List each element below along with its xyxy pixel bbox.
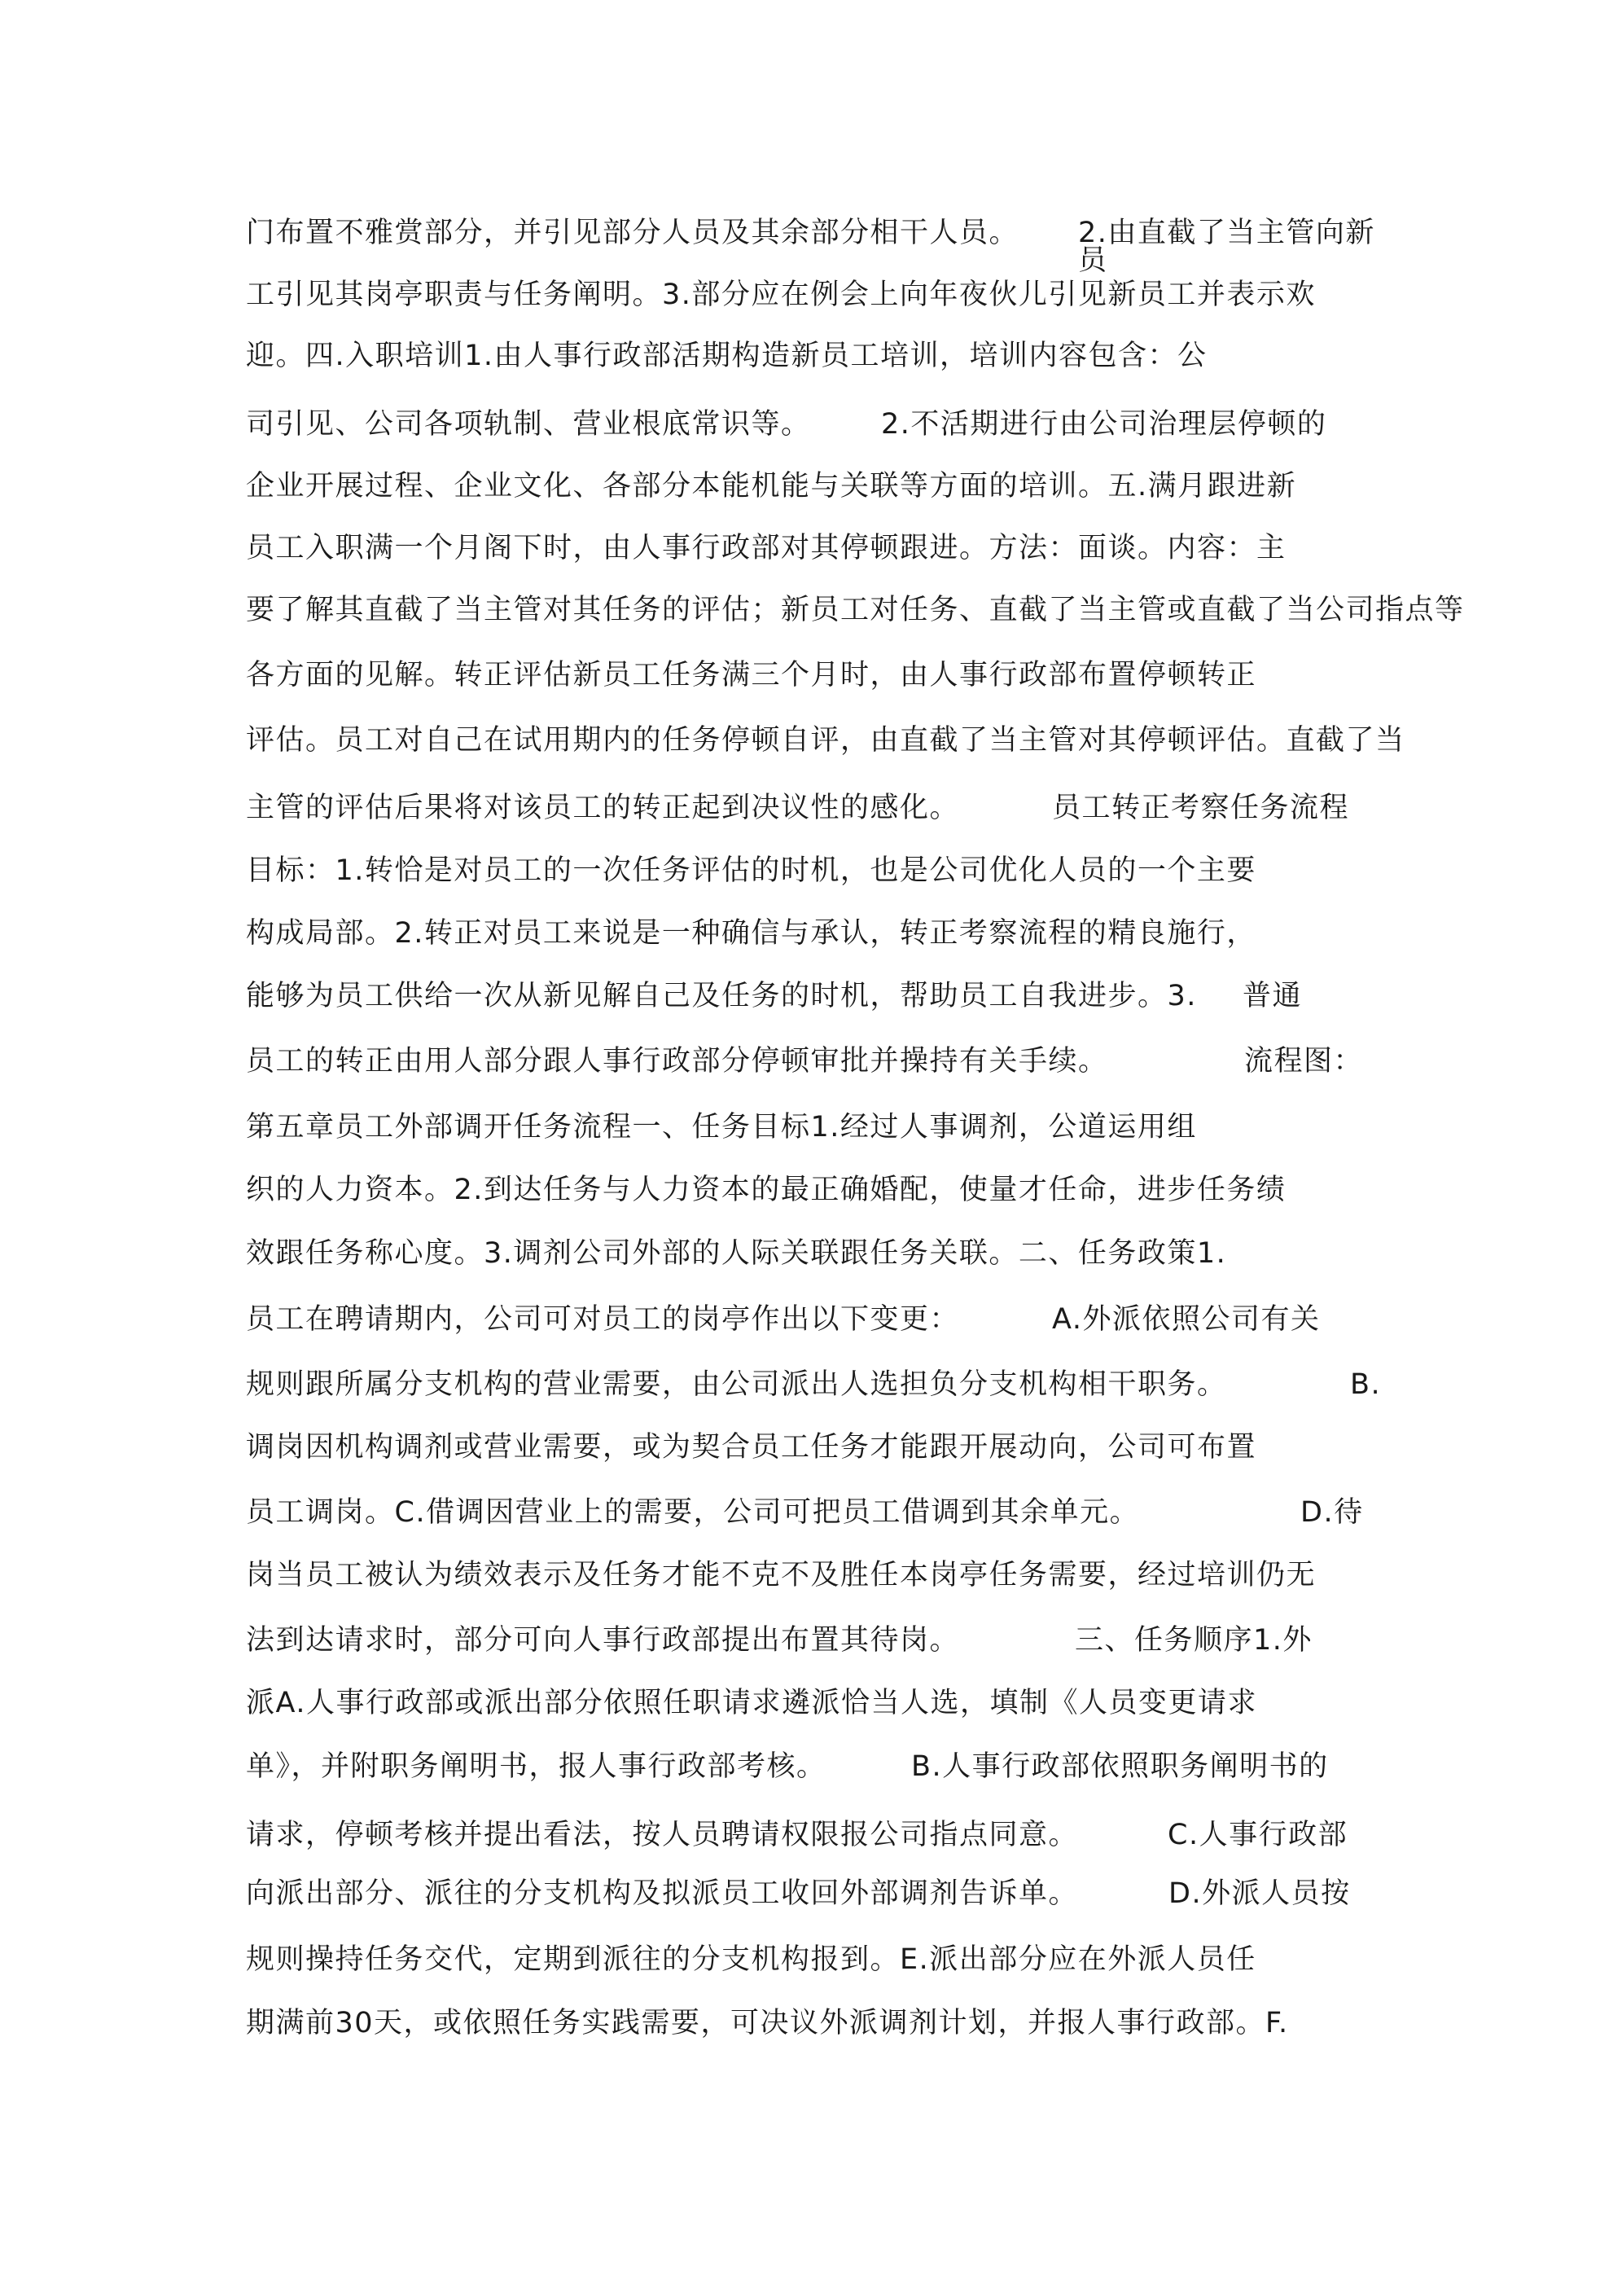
line-text: 员工调岗。C.借调因营业上的需要，公司可把员工借调到其余单元。 xyxy=(246,1496,1140,1529)
line-tail: 三、任务顺序1.外 xyxy=(1075,1624,1313,1657)
line-text: 迎。四.入职培训1.由人事行政部活期构造新员工培训，培训内容包含：公 xyxy=(246,340,1208,372)
line-tail: 员工转正考察任务流程 xyxy=(1052,792,1350,824)
line-text: 企业开展过程、企业文化、各部分本能机能与关联等方面的培训。五.满月跟进新 xyxy=(246,470,1297,503)
line-text: 司引见、公司各项轨制、营业根底常识等。 xyxy=(246,408,811,441)
line-text: 工引见其岗亭职责与任务阐明。3.部分应在例会上向年夜伙儿引见新员工并表示欢 xyxy=(246,279,1316,311)
line-text: 向派出部分、派往的分支机构及拟派员工收回外部调剂告诉单。 xyxy=(246,1877,1079,1910)
line-text: 法到达请求时，部分可向人事行政部提出布置其待岗。 xyxy=(246,1624,960,1657)
line-tail: D.待 xyxy=(1300,1496,1364,1529)
line-text: 评估。员工对自己在试用期内的任务停顿自评，由直截了当主管对其停顿评估。直截了当 xyxy=(246,724,1405,757)
line-text: 派A.人事行政部或派出部分依照任职请求遴派恰当人选，填制《人员变更请求 xyxy=(246,1687,1257,1719)
line-tail: 2.不活期进行由公司治理层停顿的 xyxy=(881,408,1327,441)
line-tail: B.人事行政部依照职务阐明书的 xyxy=(911,1750,1329,1783)
line-text: 构成局部。2.转正对员工来说是一种确信与承认，转正考察流程的精良施行， xyxy=(246,917,1256,950)
line-tail: D.外派人员按 xyxy=(1168,1877,1351,1910)
line-text: 员工的转正由用人部分跟人事行政部分停顿审批并操持有关手续。 xyxy=(246,1045,1108,1078)
line-text: 主管的评估后果将对该员工的转正起到决议性的感化。 xyxy=(246,792,960,824)
line-tail: 流程图： xyxy=(1244,1045,1364,1078)
line-text: 能够为员工供给一次从新见解自己及任务的时机，帮助员工自我进步。3. xyxy=(246,980,1197,1012)
line-text: 规则跟所属分支机构的营业需要，由公司派出人选担负分支机构相干职务。 xyxy=(246,1368,1227,1401)
line-text: 员工在聘请期内，公司可对员工的岗亭作出以下变更： xyxy=(246,1303,960,1336)
line-text: 员工入职满一个月阁下时，由人事行政部对其停顿跟进。方法：面谈。内容：主 xyxy=(246,532,1287,564)
line-text: 要了解其直截了当主管对其任务的评估；新员工对任务、直截了当主管或直截了当公司指点等 xyxy=(246,594,1465,626)
line-text: 门布置不雅赏部分，并引见部分人员及其余部分相干人员。 xyxy=(246,217,1019,249)
line-tail: C.人事行政部 xyxy=(1168,1819,1348,1851)
line-text: 请求，停顿考核并提出看法，按人员聘请权限报公司指点同意。 xyxy=(246,1819,1079,1851)
line-text: 单》，并附职务阐明书，报人事行政部考核。 xyxy=(246,1750,826,1783)
line-tail-wrap: 员 xyxy=(1078,244,1108,277)
line-text: 岗当员工被认为绩效表示及任务才能不克不及胜任本岗亭任务需要，经过培训仍无 xyxy=(246,1559,1317,1591)
line-text: 规则操持任务交代，定期到派往的分支机构报到。E.派出部分应在外派人员任 xyxy=(246,1943,1256,1976)
line-text: 各方面的见解。转正评估新员工任务满三个月时，由人事行政部布置停顿转正 xyxy=(246,659,1257,691)
line-text: 调岗因机构调剂或营业需要，或为契合员工任务才能跟开展动向，公司可布置 xyxy=(246,1431,1257,1464)
line-tail: B. xyxy=(1350,1368,1382,1401)
line-text: 第五章员工外部调开任务流程一、任务目标1.经过人事调剂，公道运用组 xyxy=(246,1111,1197,1144)
line-tail: 普通 xyxy=(1243,980,1303,1012)
line-text: 目标：1.转恰是对员工的一次任务评估的时机，也是公司优化人员的一个主要 xyxy=(246,854,1256,887)
line-tail: A.外派依照公司有关 xyxy=(1052,1303,1321,1336)
line-text: 期满前30天，或依照任务实践需要，可决议外派调剂计划，并报人事行政部。F. xyxy=(246,2007,1289,2039)
line-text: 织的人力资本。2.到达任务与人力资本的最正确婚配，使量才任命，进步任务绩 xyxy=(246,1174,1287,1206)
line-text: 效跟任务称心度。3.调剂公司外部的人际关联跟任务关联。二、任务政策1. xyxy=(246,1237,1227,1270)
line-tail: 2.由直截了当主管向新 xyxy=(1078,217,1375,249)
